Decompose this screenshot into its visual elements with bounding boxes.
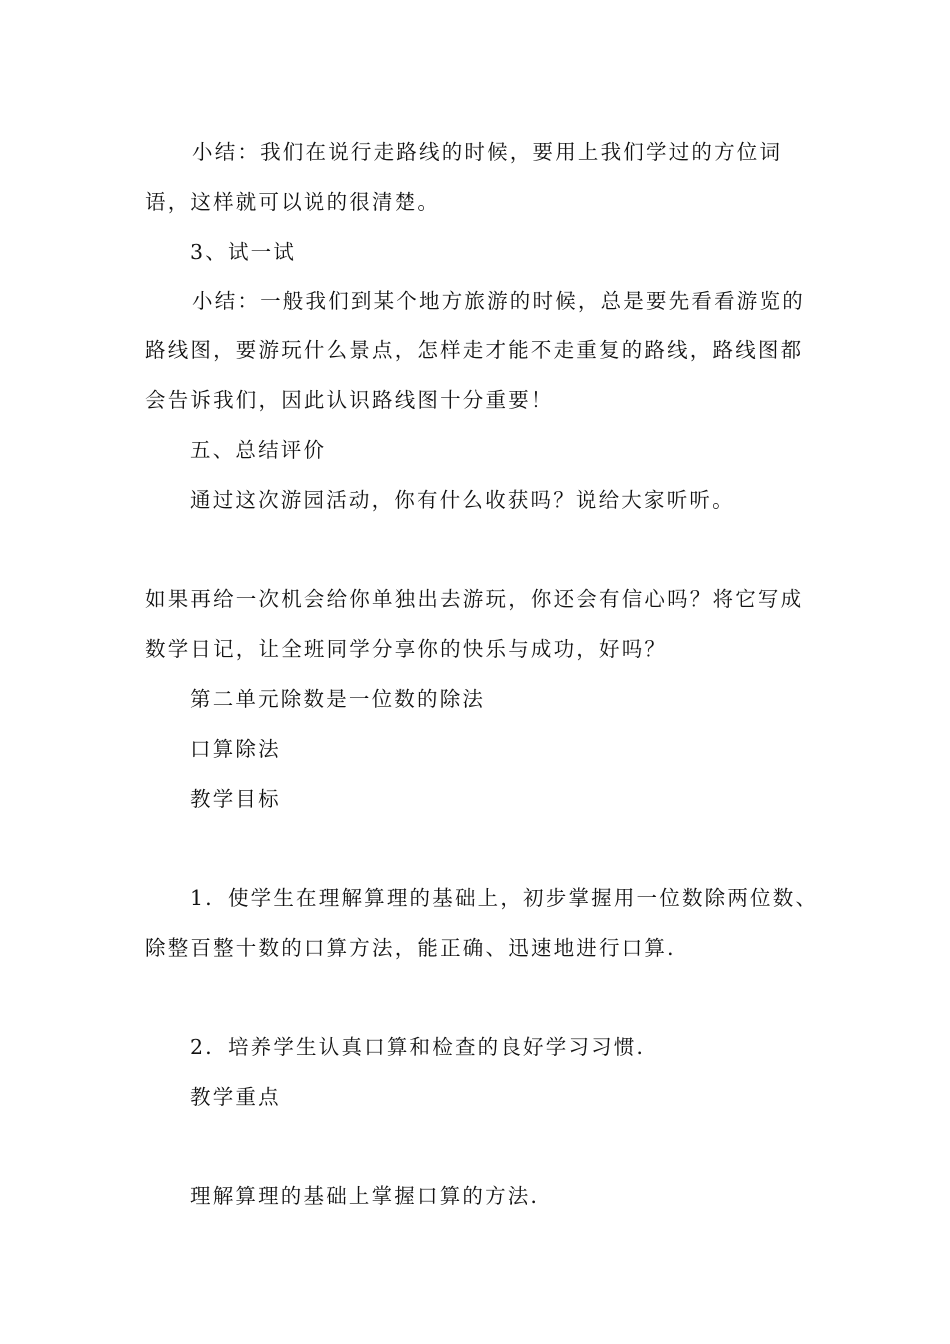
goal-1-line-1: 1．使学生在理解算理的基础上，初步掌握用一位数除两位数、	[190, 886, 819, 910]
paragraph-harvest: 通过这次游园活动，你有什么收获吗？说给大家听听。	[190, 488, 735, 512]
heading-teaching-focus: 教学重点	[190, 1085, 281, 1109]
summary-1-line-1: 小结：我们在说行走路线的时候，要用上我们学过的方位词	[192, 140, 783, 164]
unit-title: 第二单元除数是一位数的除法	[190, 687, 486, 711]
paragraph-confidence-line-2: 数学日记，让全班同学分享你的快乐与成功，好吗？	[145, 637, 668, 661]
heading-teaching-goals: 教学目标	[190, 787, 281, 811]
lesson-title: 口算除法	[190, 737, 281, 761]
summary-2-line-2: 路线图，要游玩什么景点，怎样走才能不走重复的路线，路线图都	[145, 338, 804, 362]
goal-2: 2．培养学生认真口算和检查的良好学习习惯．	[190, 1035, 660, 1059]
heading-summary-evaluation: 五、总结评价	[190, 438, 327, 462]
summary-2-line-3: 会告诉我们，因此认识路线图十分重要！	[145, 388, 554, 412]
heading-try-it: 3、试一试	[190, 240, 297, 264]
focus-content: 理解算理的基础上掌握口算的方法．	[190, 1184, 554, 1208]
summary-1-line-2: 语，这样就可以说的很清楚。	[145, 190, 441, 214]
summary-2-line-1: 小结：一般我们到某个地方旅游的时候，总是要先看看游览的	[192, 289, 805, 313]
goal-1-line-2: 除整百整十数的口算方法，能正确、迅速地进行口算．	[145, 936, 690, 960]
paragraph-confidence-line-1: 如果再给一次机会给你单独出去游玩，你还会有信心吗？将它写成	[145, 587, 804, 611]
